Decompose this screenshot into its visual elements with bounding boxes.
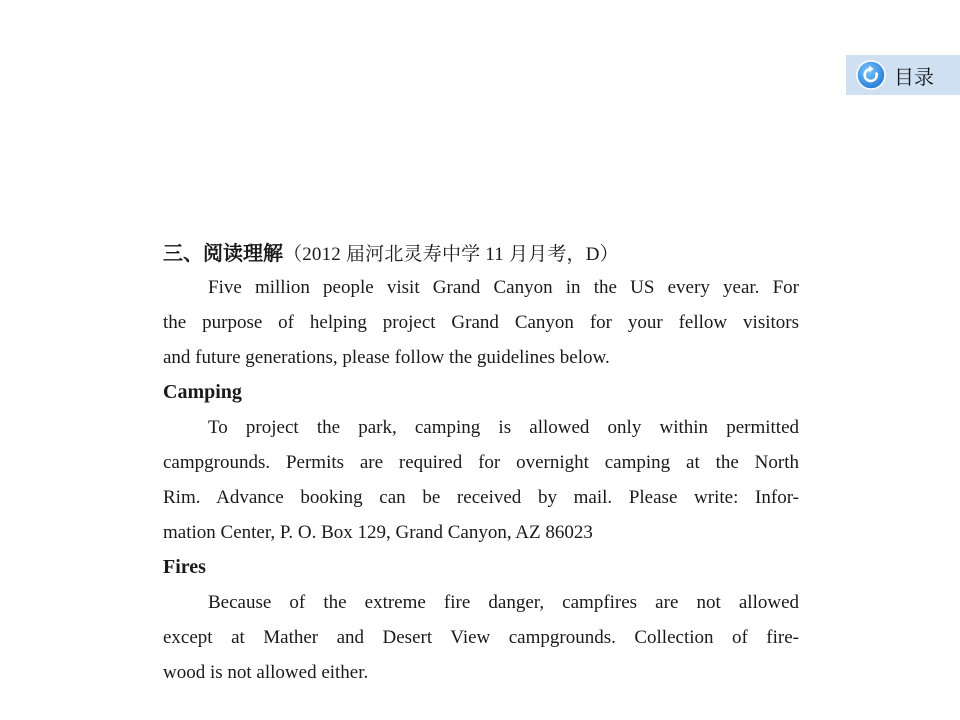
- toc-label: 目录: [894, 64, 934, 89]
- fires-line: wood is not allowed either.: [163, 662, 369, 683]
- return-arrow-icon: [856, 60, 886, 90]
- reading-passage: [163, 236, 799, 690]
- camping-line: mation Center, P. O. Box 129, Grand Canyon, AZ 86023: [163, 522, 593, 543]
- toc-button[interactable]: [846, 55, 960, 95]
- camping-line: To project the park, camping is allowed only within permitted: [208, 417, 799, 438]
- section-heading: [163, 236, 799, 270]
- fires-line: Because of the extreme fire danger, campfires are not allowed: [208, 592, 799, 613]
- camping-line: Rim. Advance booking can be received by mail. Please write: Infor-: [163, 487, 799, 508]
- fires-line: except at Mather and Desert View campgrounds. Collection of fire-: [163, 627, 799, 648]
- section-source: （2012 届河北灵寿中学 11 月月考，D）: [283, 244, 619, 265]
- intro-line: Five million people visit Grand Canyon in the US every year. For: [208, 277, 799, 298]
- fires-heading: Fires: [163, 556, 206, 578]
- section-title: 三、阅读理解: [163, 241, 283, 265]
- intro-line: the purpose of helping project Grand Canyon for your fellow visitors: [163, 312, 799, 333]
- intro-line: and future generations, please follow the guidelines below.: [163, 347, 610, 368]
- camping-heading: Camping: [163, 381, 242, 403]
- camping-line: campgrounds. Permits are required for overnight camping at the North: [163, 452, 799, 473]
